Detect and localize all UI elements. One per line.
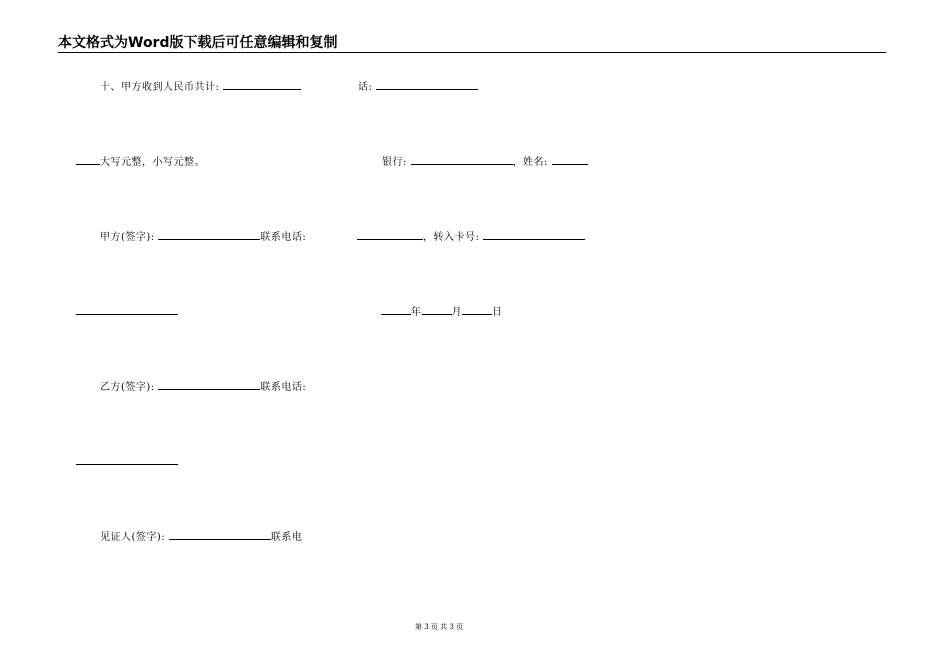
header-title: 本文格式为Word版下载后可任意编辑和复制 [58, 35, 338, 51]
amount-words-blank [76, 154, 100, 165]
party-b-sign-label: 乙方(签字): [100, 382, 155, 393]
line-party-a-continued [76, 304, 178, 320]
phone-continued-label: 话: [358, 82, 373, 93]
account-name-blank [552, 154, 588, 165]
party-b-contact-label: 联系电话: [260, 382, 307, 393]
year-label: 年 [411, 307, 422, 318]
header-rule [58, 52, 886, 53]
month-label: 月 [451, 307, 462, 318]
witness-sign-blank [169, 529, 271, 540]
line-bank [382, 154, 588, 170]
day-blank [462, 304, 492, 315]
party-b-continued-blank [76, 454, 178, 465]
party-a-contact-label: 联系电话: [260, 232, 307, 243]
line-card [357, 229, 585, 245]
witness-contact-label: 联系电 [270, 532, 303, 543]
amount-words-label: 大写元整，小写元整。 [100, 157, 205, 168]
line-phone-continued [358, 79, 478, 95]
month-blank [422, 304, 452, 315]
amount-total-blank [223, 79, 301, 90]
line-party-b [100, 379, 306, 395]
party-a-continued-blank [76, 304, 178, 315]
witness-sign-label: 见证人(签字): [100, 532, 166, 543]
amount-total-label: 十、甲方收到人民币共计: [100, 82, 220, 93]
account-name-label: ，姓名: [512, 157, 548, 168]
bank-label: 银行: [382, 157, 407, 168]
card-number-label: ，转入卡号: [423, 232, 480, 243]
phone-blank [357, 229, 423, 240]
bank-blank [411, 154, 513, 165]
line-party-b-continued [76, 454, 178, 470]
line-amount-total [100, 79, 301, 95]
party-b-sign-blank [158, 379, 260, 390]
line-party-a [100, 229, 306, 245]
line-amount-words [76, 154, 205, 170]
day-label: 日 [492, 307, 503, 318]
line-witness [100, 529, 302, 545]
party-a-sign-label: 甲方(签字): [100, 232, 155, 243]
party-a-sign-blank [158, 229, 260, 240]
phone-continued-blank [376, 79, 478, 90]
year-blank [381, 304, 411, 315]
page-indicator: 第 3 页 共 3 页 [415, 623, 464, 631]
card-number-blank [483, 229, 585, 240]
line-date [381, 304, 503, 320]
